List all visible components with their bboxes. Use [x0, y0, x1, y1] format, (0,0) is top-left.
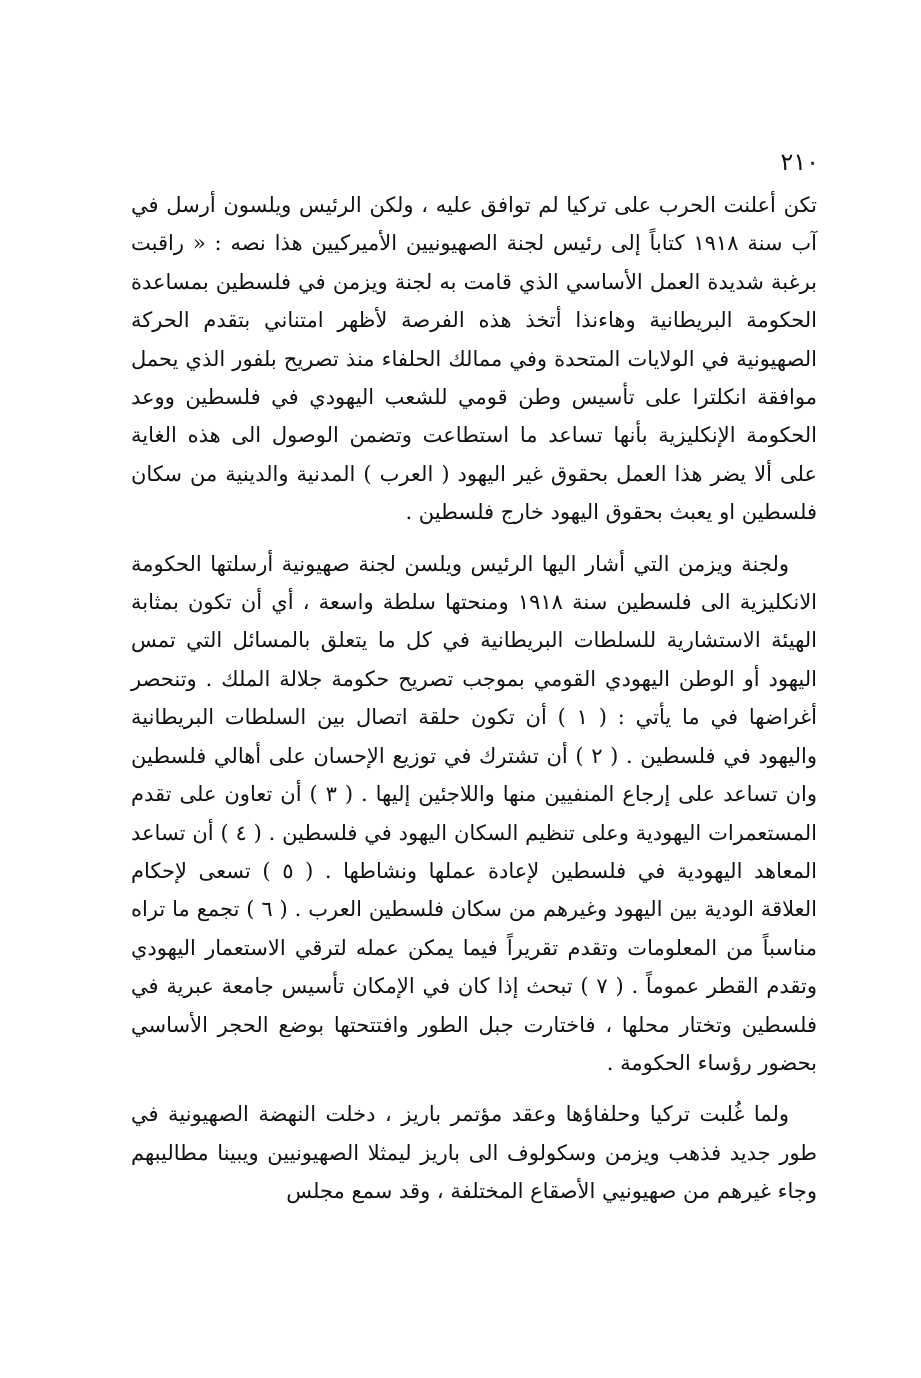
paragraph-2: ولجنة ويزمن التي أشار اليها الرئيس ويلسن لجنة صهيونية أرسلتها الحكومة الانكليزية الى فلسطين سنة ١٩١٨ ومنحتها سلطة واسعة ، أي أن تكون بمثابة الهيئة الاستشارية للسلطات البريطانية في كل ما يتعلق بالمسائل التي تمس اليهود أو الوطن اليهودي القومي بموجب تصريح حكومة جلالة الملك . وتنحصر أغراضها في ما يأتي : ( ١ ) أن تكون حلقة اتصال بين السلطات البريطانية واليهود في فلسطين . ( ٢ ) أن تشترك في توزيع الإحسان على أهالي فلسطين وان تساعد على إرجاع المنفيين منها واللاجئين إليها . ( ٣ ) أن تعاون على تقدم المستعمرات اليهودية وعلى تنظيم السكان اليهود في فلسطين . ( ٤ ) أن تساعد المعاهد اليهودية في فلسطين لإعادة عملها ونشاطها . ( ٥ ) تسعى لإحكام العلاقة الودية بين اليهود وغيرهم من سكان فلسطين العرب . ( ٦ ) تجمع ما تراه مناسباً من المعلومات وتقدم تقريراً فيما يمكن عمله لترقي الاستعمار اليهودي وتقدم القطر عموماً . ( ٧ ) تبحث إذا كان في الإمكان تأسيس جامعة عبرية في فلسطين وتختار محلها ، فاختارت جبل الطور وافتتحتها بوضع الحجر الأساسي بحضور رؤساء الحكومة .	[131, 551, 818, 1075]
paragraph-1: تكن أعلنت الحرب على تركيا لم توافق عليه ، ولكن الرئيس ويلسون أرسل في آب سنة ١٩١٨ كتاباً إلى رئيس لجنة الصهيونيين الأميركيين هذا نصه : « راقبت برغبة شديدة العمل الأساسي الذي قامت به لجنة ويزمن في فلسطين بمساعدة الحكومة البريطانية وهاءنذا أتخذ هذه الفرصة لأظهر امتناني بتقدم الحركة الصهيونية في الولايات المتحدة وفي ممالك الحلفاء منذ تصريح بلفور الذي يحمل موافقة انكلترا على تأسيس وطن قومي للشعب اليهودي في فلسطين ووعد الحكومة الإنكليزية بأنها تساعد ما استطاعت وتضمن الوصول الى هذه الغاية على ألا يضر هذا العمل بحقوق غير اليهود ( العرب ) المدنية والدينية من سكان فلسطين او يعبث بحقوق اليهود خارج فلسطين .	[131, 193, 817, 525]
page-number: ٢١٠	[780, 148, 819, 176]
paragraph-3: ولما غُلبت تركيا وحلفاؤها وعقد مؤتمر باريز ، دخلت النهضة الصهيونية في طور جديد فذهب ويزمن وسكولوف الى باريز ليمثلا الصهيونيين ويبينا مطاليبهم وجاء غيرهم من صهيونيي الأصقاع المختلفة ، وقد سمع مجلس	[131, 1102, 817, 1204]
document-body	[131, 186, 817, 1211]
